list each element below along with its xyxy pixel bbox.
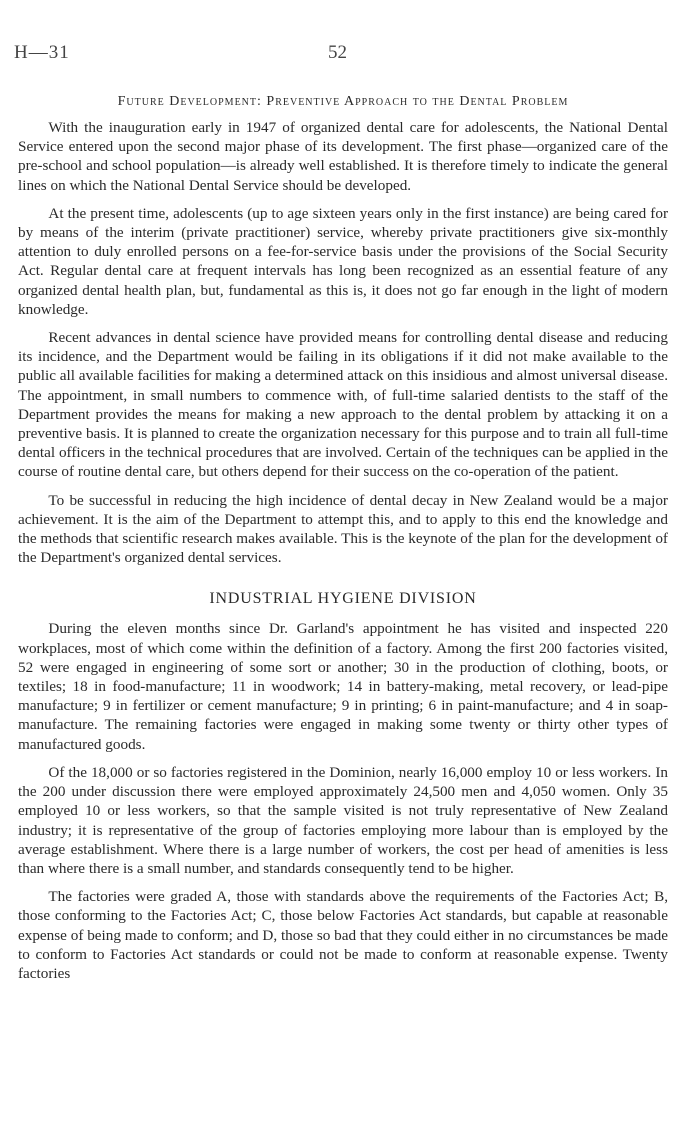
document-reference: H—31 bbox=[14, 42, 70, 63]
paragraph: To be successful in reducing the high incidence of dental decay in New Zealand would be a major achievement. It is the aim of the Department to attempt this, and to apply to this end the knowledge and the methods that scientific research makes available. This is the keynote of the plan for the development of the Department's organized dental services. bbox=[18, 491, 668, 567]
paragraph: During the eleven months since Dr. Garland's appointment he has visited and inspected 220 workplaces, most of which come within the definition of a factory. Among the first 200 factories visited, 52 were engaged in engineering of some sort or another; 30 in the production of clothing, boots, or textiles; 18 in food-manufacture; 11 in woodwork; 14 in battery-making, metal recovery, or lead-pipe manufacture; 9 in fertilizer or cement manufacture; 9 in printing; 6 in paint-manufacture; and 4 in soap-manufacture. The remaining factories were engaged in making some twenty or thirty other types of manufactured goods. bbox=[18, 620, 668, 753]
section-heading-dental: Future Development: Preventive Approach to the Dental Problem bbox=[117, 94, 569, 109]
page-number: 52 bbox=[328, 42, 347, 63]
section-heading-industrial-hygiene: INDUSTRIAL HYGIENE DIVISION bbox=[209, 590, 477, 608]
paragraph: With the inauguration early in 1947 of organized dental care for adolescents, the National Dental Service entered upon the second major phase of its development. The first phase—organized care of the pre-school and school population—is already well established. It is therefore timely to indicate the general lines on which the National Dental Service should be developed. bbox=[18, 119, 668, 194]
page-body bbox=[18, 92, 668, 992]
paragraph: The factories were graded A, those with standards above the requirements of the Factories Act; B, those conforming to the Factories Act; C, those below Factories Act standards, but capable at reasonable expense of being made to conform; and D, those so bad that they could either in no circumstances be made to conform to Factories Act standards or could not be made to conform at reasonable expense. Twenty factories bbox=[18, 888, 668, 982]
paragraph: At the present time, adolescents (up to age sixteen years only in the first instance) are being cared for by means of the interim (private practitioner) service, whereby private practitioners give six-monthly attention to duly enrolled persons on a fee-for-service basis under the provisions of the Social Security Act. Regular dental care at frequent intervals has long been recognized as an essential feature of any organized dental health plan, but, fundamental as this is, it does not go far enough in the light of modern knowledge. bbox=[18, 204, 668, 318]
paragraph: Of the 18,000 or so factories registered in the Dominion, nearly 16,000 employ 10 or less workers. In the 200 under discussion there were employed approximately 24,500 men and 4,050 women. Only 35 employed 10 or less workers, so that the sample visited is not truly representative of New Zealand industry; it is representative of the group of factories employing more labour than is employed by the average establishment. Where there is a large number of workers, the cost per head of amenities is less than where there is a small number, and standards consequently tend to be higher. bbox=[18, 763, 668, 877]
paragraph: Recent advances in dental science have provided means for controlling dental disease and reducing its incidence, and the Department would be failing in its obligations if it did not make available to the public all available facilities for making a determined attack on this insidious and almost universal disease. The appointment, in small numbers to commence with, of full-time salaried dentists to the staff of the Department provides the means for making a new approach to the dental problem by attacking it on a preventive basis. It is planned to create the organization necessary for this purpose and to train all full-time dental officers in the technical procedures that are involved. Certain of the techniques can be applied in the course of routine dental care, but others depend for their success on the co-operation of the patient. bbox=[18, 329, 668, 481]
